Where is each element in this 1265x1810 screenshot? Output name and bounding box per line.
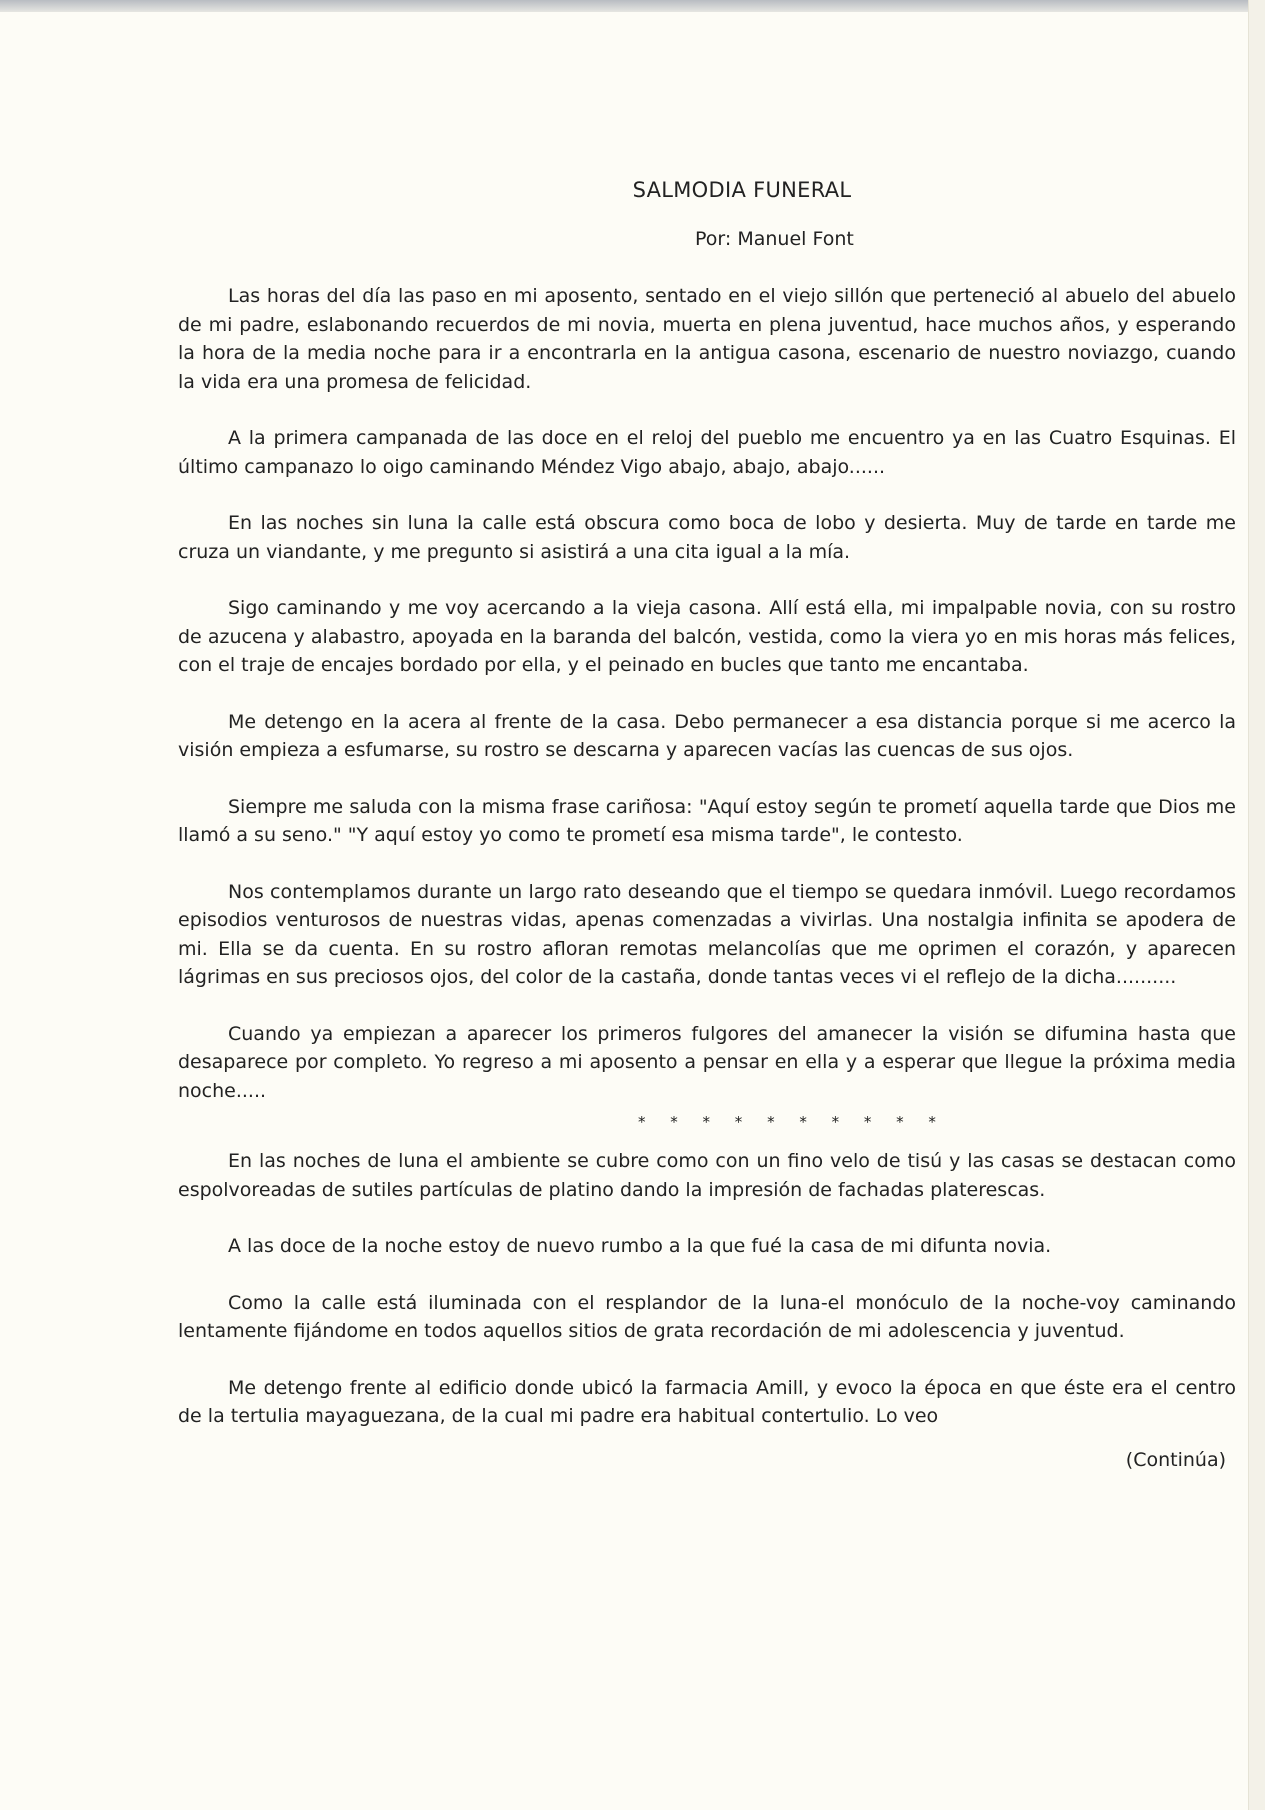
paragraph: Como la calle está iluminada con el resplandor de la luna-el monóculo de la noche-voy caminando lentamente fijándome en todos aquellos sitios de grata recordación de mi adolescencia y juventud.	[178, 1291, 1236, 1342]
author-byline: Por: Manuel Font	[695, 228, 854, 250]
paragraph: Las horas del día las paso en mi aposento, sentado en el viejo sillón que perteneció al abuelo del abuelo de mi padre, eslabonando recuerdos de mi novia, muerta en plena juventud, hace muchos años, y esperando la hora de la media noche para ir a encontrarla en la antigua casona, escenario de nuestro noviazgo, cuando la vida era una promesa de felicidad.	[178, 285, 1236, 393]
paragraph: Cuando ya empiezan a aparecer los primeros fulgores del amanecer la visión se difumina hasta que desaparece por completo. Yo regreso a mi aposento a pensar en ella y a esperar que llegue la próxima media noche.....	[178, 1022, 1236, 1102]
paragraph: En las noches sin luna la calle está obscura como boca de lobo y desierta. Muy de tarde en tarde me cruza un viandante, y me pregunto si asistirá a una cita igual a la mía.	[178, 512, 1236, 563]
document-page	[178, 178, 1236, 1471]
section-separator: * * * * * * * * * *	[638, 1113, 946, 1131]
document-title: SALMODIA FUNERAL	[632, 178, 852, 202]
paragraph: En las noches de luna el ambiente se cubre como con un fino velo de tisú y las casas se destacan como espolvoreadas de sutiles partículas de platino dando la impresión de fachadas platerescas.	[178, 1150, 1236, 1201]
scan-top-edge	[0, 0, 1265, 12]
paragraph: Nos contemplamos durante un largo rato deseando que el tiempo se quedara inmóvil. Luego recordamos episodios venturosos de nuestras vidas, apenas comenzadas a vivirlas. Una nostalgia infinita se apodera de mi. Ella se da cuenta. En su rostro afloran remotas melancolías que me oprimen el corazón, y aparecen lágrimas en sus preciosos ojos, del color de la castaña, donde tantas veces vi el reflejo de la dicha..........	[178, 880, 1236, 988]
continued-note: (Continúa)	[1125, 1448, 1226, 1471]
paragraph: Me detengo frente al edificio donde ubicó la farmacia Amill, y evoco la época en que éste era el centro de la tertulia mayaguezana, de la cual mi padre era habitual contertulio. Lo veo	[178, 1376, 1236, 1427]
paragraph: Siempre me saluda con la misma frase cariñosa: "Aquí estoy según te prometí aquella tarde que Dios me llamó a su seno." "Y aquí estoy yo como te prometí esa misma tarde", le contesto.	[178, 795, 1236, 846]
paragraph: A las doce de la noche estoy de nuevo rumbo a la que fué la casa de mi difunta novia.	[228, 1235, 1052, 1257]
paragraph: Sigo caminando y me voy acercando a la vieja casona. Allí está ella, mi impalpable novia, con su rostro de azucena y alabastro, apoyada en la baranda del balcón, vestida, como la viera yo en mis horas más felices, con el traje de encajes bordado por ella, y el peinado en bucles que tanto me encantaba.	[178, 597, 1236, 676]
scan-right-edge	[1248, 0, 1265, 1810]
paragraph: Me detengo en la acera al frente de la casa. Debo permanecer a esa distancia porque si me acerco la visión empieza a esfumarse, su rostro se descarna y aparecen vacías las cuencas de sus ojos.	[178, 710, 1236, 761]
paragraph: A la primera campanada de las doce en el reloj del pueblo me encuentro ya en las Cuatro Esquinas. El último campanazo lo oigo caminando Méndez Vigo abajo, abajo, abajo......	[178, 427, 1236, 478]
